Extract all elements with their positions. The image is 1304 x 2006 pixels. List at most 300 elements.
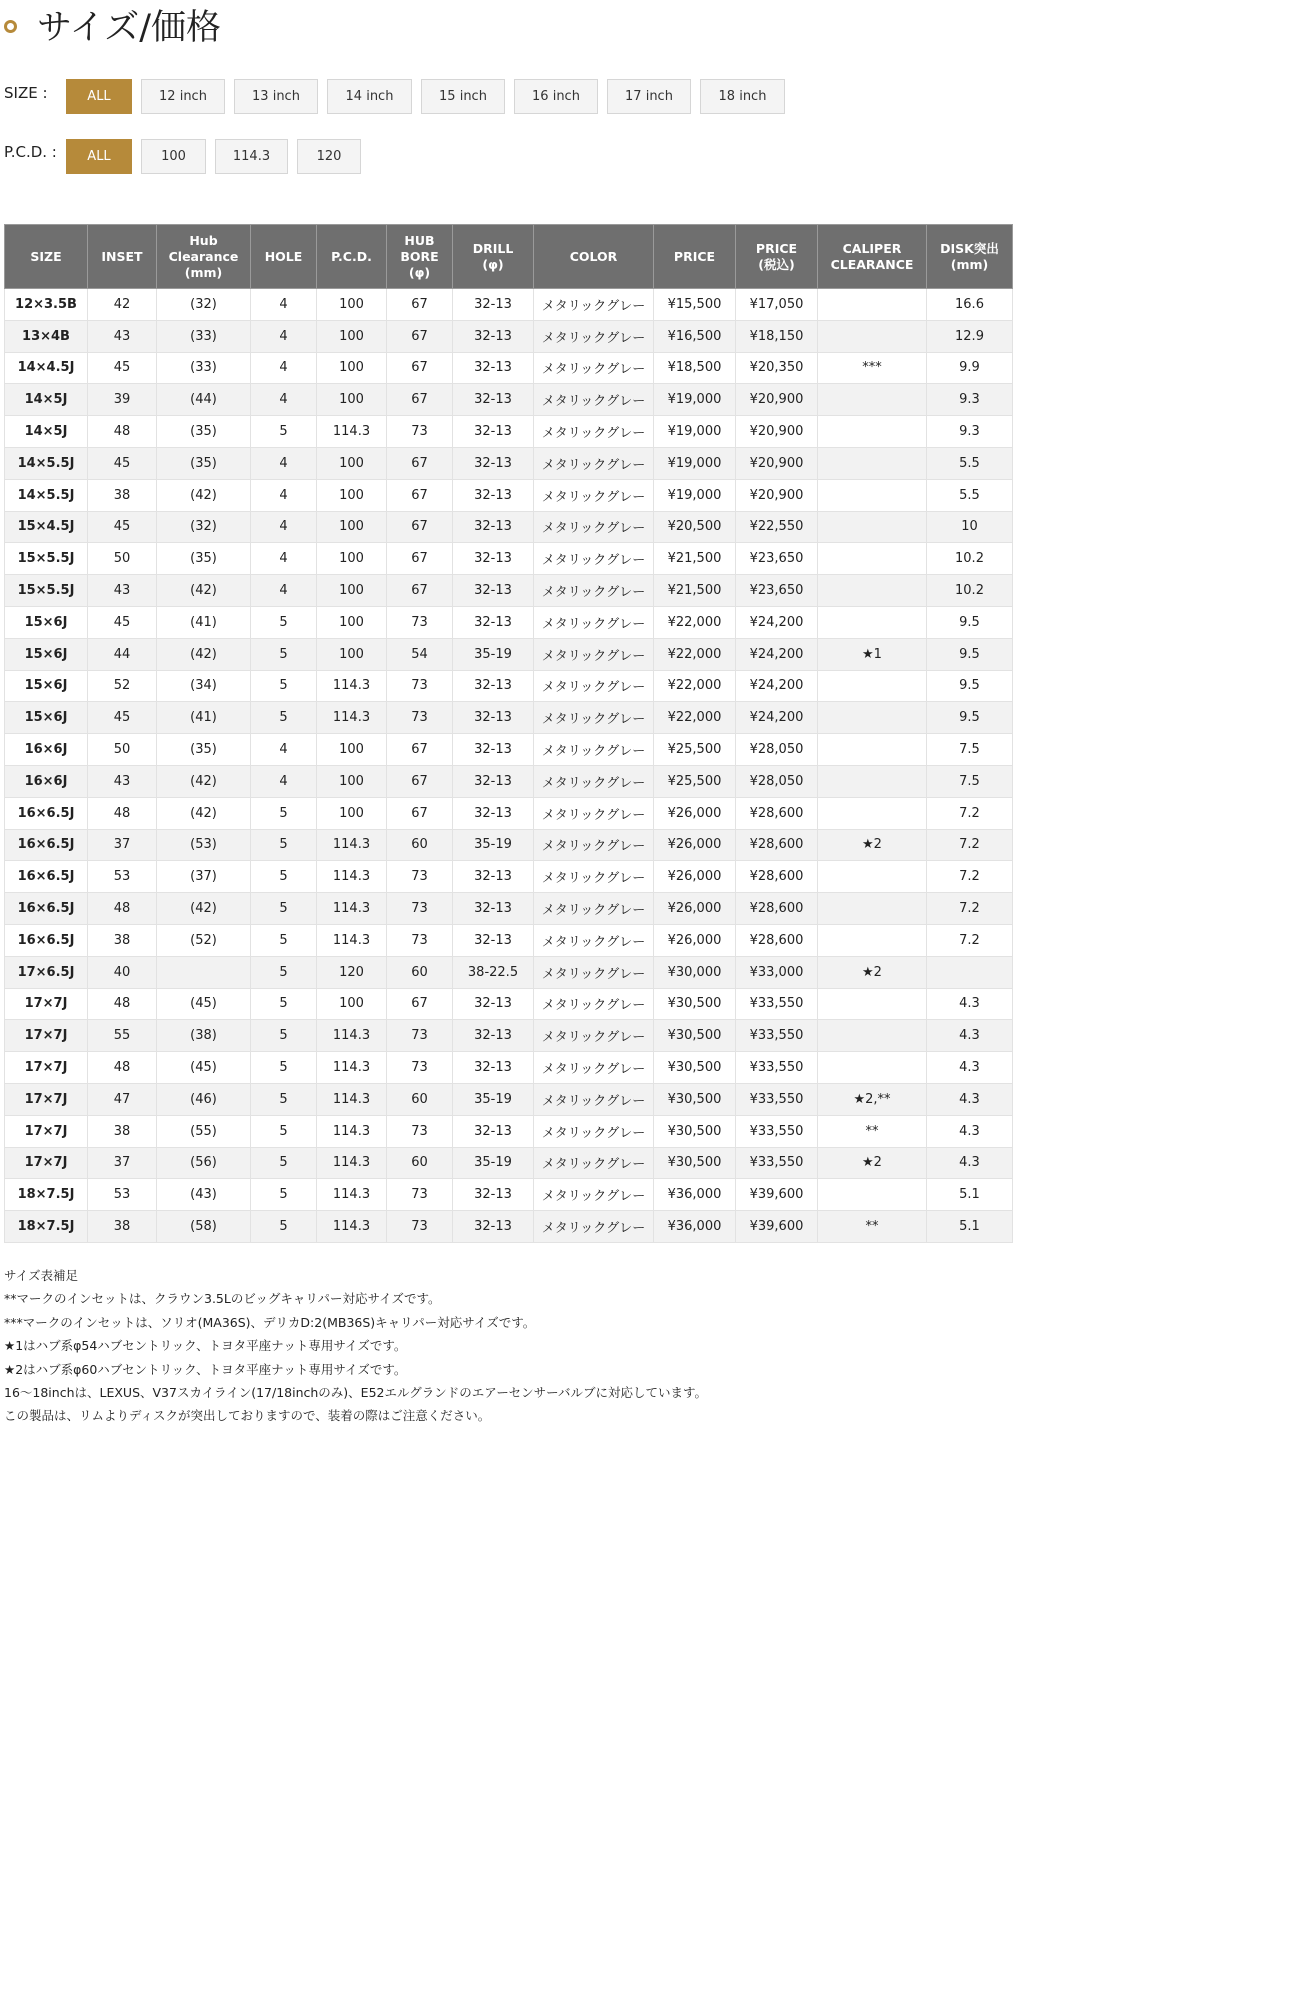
cell-drill: 32-13 xyxy=(453,1179,534,1211)
cell-pcd: 114.3 xyxy=(317,924,387,956)
table-row xyxy=(5,1083,1013,1115)
cell-price: ¥19,000 xyxy=(654,384,736,416)
cell-disk-protrusion: 10.2 xyxy=(927,543,1013,575)
cell-price: ¥16,500 xyxy=(654,320,736,352)
size-filter-12-inch-button[interactable]: 12 inch xyxy=(141,79,225,114)
cell-pcd: 114.3 xyxy=(317,1211,387,1243)
cell-caliper-clearance xyxy=(818,734,927,766)
cell-disk-protrusion: 7.2 xyxy=(927,924,1013,956)
cell-drill: 32-13 xyxy=(453,352,534,384)
cell-inset: 37 xyxy=(88,1147,157,1179)
cell-hub-bore: 67 xyxy=(387,352,453,384)
cell-color: メタリックグレー xyxy=(534,416,654,448)
table-row xyxy=(5,606,1013,638)
cell-hub-bore: 73 xyxy=(387,702,453,734)
cell-hub-clearance xyxy=(157,956,251,988)
cell-price-tax: ¥33,550 xyxy=(736,1083,818,1115)
cell-size: 13×4B xyxy=(5,320,88,352)
cell-size: 18×7.5J xyxy=(5,1211,88,1243)
size-filter-buttons xyxy=(66,79,785,114)
column-header-size xyxy=(5,225,88,289)
cell-disk-protrusion: 16.6 xyxy=(927,289,1013,321)
cell-hub-bore: 60 xyxy=(387,829,453,861)
size-filter-all-button[interactable]: ALL xyxy=(66,79,132,114)
cell-caliper-clearance xyxy=(818,479,927,511)
pcd-filter-buttons xyxy=(66,139,361,174)
cell-size: 17×7J xyxy=(5,1052,88,1084)
cell-caliper-clearance: ** xyxy=(818,1115,927,1147)
cell-price: ¥22,000 xyxy=(654,638,736,670)
cell-size: 15×6J xyxy=(5,670,88,702)
cell-pcd: 100 xyxy=(317,479,387,511)
cell-inset: 43 xyxy=(88,320,157,352)
cell-drill: 32-13 xyxy=(453,606,534,638)
cell-disk-protrusion: 10.2 xyxy=(927,575,1013,607)
cell-pcd: 100 xyxy=(317,511,387,543)
cell-drill: 32-13 xyxy=(453,1052,534,1084)
cell-inset: 48 xyxy=(88,1052,157,1084)
cell-hub-clearance: (45) xyxy=(157,1052,251,1084)
cell-hub-clearance: (44) xyxy=(157,384,251,416)
cell-hole: 5 xyxy=(251,702,317,734)
cell-drill: 35-19 xyxy=(453,1083,534,1115)
cell-hub-bore: 60 xyxy=(387,1083,453,1115)
cell-pcd: 114.3 xyxy=(317,861,387,893)
cell-inset: 45 xyxy=(88,352,157,384)
cell-price: ¥15,500 xyxy=(654,289,736,321)
cell-disk-protrusion: 4.3 xyxy=(927,1020,1013,1052)
cell-hole: 5 xyxy=(251,638,317,670)
cell-drill: 32-13 xyxy=(453,1115,534,1147)
cell-price: ¥26,000 xyxy=(654,861,736,893)
cell-drill: 32-13 xyxy=(453,320,534,352)
cell-price: ¥30,500 xyxy=(654,1115,736,1147)
cell-color: メタリックグレー xyxy=(534,606,654,638)
column-header-price xyxy=(654,225,736,289)
cell-color: メタリックグレー xyxy=(534,670,654,702)
table-row xyxy=(5,702,1013,734)
cell-hub-bore: 67 xyxy=(387,479,453,511)
cell-price-tax: ¥28,600 xyxy=(736,829,818,861)
cell-caliper-clearance xyxy=(818,765,927,797)
cell-price-tax: ¥33,000 xyxy=(736,956,818,988)
cell-disk-protrusion: 5.5 xyxy=(927,479,1013,511)
cell-price: ¥26,000 xyxy=(654,797,736,829)
cell-hole: 5 xyxy=(251,829,317,861)
cell-inset: 53 xyxy=(88,1179,157,1211)
cell-size: 15×6J xyxy=(5,638,88,670)
column-header-text: CLEARANCE xyxy=(830,256,914,272)
cell-price: ¥30,000 xyxy=(654,956,736,988)
cell-hub-clearance: (32) xyxy=(157,289,251,321)
cell-drill: 32-13 xyxy=(453,1020,534,1052)
cell-caliper-clearance xyxy=(818,924,927,956)
cell-size: 17×7J xyxy=(5,1147,88,1179)
cell-color: メタリックグレー xyxy=(534,734,654,766)
cell-hub-clearance: (43) xyxy=(157,1179,251,1211)
cell-inset: 55 xyxy=(88,1020,157,1052)
column-header-caliper-clearance xyxy=(818,225,927,289)
cell-hub-clearance: (55) xyxy=(157,1115,251,1147)
cell-price: ¥25,500 xyxy=(654,765,736,797)
size-price-table xyxy=(4,224,1013,1243)
cell-disk-protrusion: 5.1 xyxy=(927,1179,1013,1211)
note-line: この製品は、リムよりディスクが突出しておりますので、装着の際はご注意ください。 xyxy=(4,1408,491,1424)
cell-caliper-clearance xyxy=(818,289,927,321)
cell-pcd: 114.3 xyxy=(317,702,387,734)
table-row xyxy=(5,988,1013,1020)
cell-caliper-clearance: ★1 xyxy=(818,638,927,670)
cell-color: メタリックグレー xyxy=(534,1115,654,1147)
cell-hub-bore: 73 xyxy=(387,924,453,956)
cell-disk-protrusion: 9.5 xyxy=(927,670,1013,702)
cell-size: 16×6J xyxy=(5,734,88,766)
cell-disk-protrusion: 4.3 xyxy=(927,1052,1013,1084)
table-row xyxy=(5,479,1013,511)
column-header-inset xyxy=(88,225,157,289)
cell-hub-bore: 67 xyxy=(387,797,453,829)
cell-disk-protrusion: 4.3 xyxy=(927,1083,1013,1115)
cell-drill: 32-13 xyxy=(453,797,534,829)
cell-hub-bore: 67 xyxy=(387,320,453,352)
cell-hole: 4 xyxy=(251,479,317,511)
cell-pcd: 114.3 xyxy=(317,1147,387,1179)
cell-hub-clearance: (41) xyxy=(157,606,251,638)
column-header-hole xyxy=(251,225,317,289)
cell-drill: 32-13 xyxy=(453,861,534,893)
cell-size: 16×6J xyxy=(5,765,88,797)
table-row xyxy=(5,447,1013,479)
cell-hub-bore: 73 xyxy=(387,416,453,448)
cell-inset: 37 xyxy=(88,829,157,861)
size-filter-label: SIZE : xyxy=(4,84,48,102)
cell-drill: 32-13 xyxy=(453,765,534,797)
cell-caliper-clearance xyxy=(818,797,927,829)
cell-size: 16×6.5J xyxy=(5,829,88,861)
size-filter-15-inch-button[interactable]: 15 inch xyxy=(421,79,505,114)
cell-disk-protrusion: 5.5 xyxy=(927,447,1013,479)
column-header-text: (φ) xyxy=(482,256,504,272)
cell-inset: 42 xyxy=(88,289,157,321)
cell-inset: 48 xyxy=(88,988,157,1020)
cell-color: メタリックグレー xyxy=(534,638,654,670)
cell-inset: 47 xyxy=(88,1083,157,1115)
table-row xyxy=(5,924,1013,956)
size-filter-17-inch-button[interactable]: 17 inch xyxy=(607,79,691,114)
cell-pcd: 114.3 xyxy=(317,416,387,448)
cell-caliper-clearance xyxy=(818,702,927,734)
cell-price: ¥21,500 xyxy=(654,575,736,607)
cell-hub-clearance: (35) xyxy=(157,734,251,766)
cell-inset: 45 xyxy=(88,606,157,638)
pcd-filter-100-button[interactable]: 100 xyxy=(141,139,206,174)
pcd-filter-114-3-button[interactable]: 114.3 xyxy=(215,139,288,174)
cell-inset: 38 xyxy=(88,479,157,511)
cell-pcd: 100 xyxy=(317,988,387,1020)
cell-hub-clearance: (34) xyxy=(157,670,251,702)
cell-inset: 45 xyxy=(88,447,157,479)
cell-pcd: 114.3 xyxy=(317,1052,387,1084)
table-row xyxy=(5,1020,1013,1052)
circle-bullet-icon xyxy=(4,20,17,33)
cell-disk-protrusion: 12.9 xyxy=(927,320,1013,352)
cell-drill: 38-22.5 xyxy=(453,956,534,988)
table-row xyxy=(5,1147,1013,1179)
cell-hole: 4 xyxy=(251,320,317,352)
cell-drill: 32-13 xyxy=(453,575,534,607)
pcd-filter-120-button[interactable]: 120 xyxy=(297,139,361,174)
cell-hub-bore: 73 xyxy=(387,670,453,702)
note-line: ★1はハブ系φ54ハブセントリック、トヨタ平座ナット専用サイズです。 xyxy=(4,1338,407,1354)
cell-price: ¥30,500 xyxy=(654,1083,736,1115)
cell-price-tax: ¥28,600 xyxy=(736,861,818,893)
cell-color: メタリックグレー xyxy=(534,289,654,321)
size-filter-14-inch-button[interactable]: 14 inch xyxy=(327,79,412,114)
cell-hole: 5 xyxy=(251,861,317,893)
cell-price: ¥22,000 xyxy=(654,670,736,702)
cell-disk-protrusion: 7.5 xyxy=(927,765,1013,797)
cell-hub-bore: 67 xyxy=(387,734,453,766)
column-header-text: COLOR xyxy=(569,248,618,264)
cell-inset: 45 xyxy=(88,702,157,734)
column-header-text: (mm) xyxy=(184,264,223,280)
cell-hub-clearance: (42) xyxy=(157,575,251,607)
cell-pcd: 100 xyxy=(317,606,387,638)
cell-color: メタリックグレー xyxy=(534,1211,654,1243)
cell-disk-protrusion: 4.3 xyxy=(927,1147,1013,1179)
cell-hole: 4 xyxy=(251,289,317,321)
cell-hub-bore: 73 xyxy=(387,1179,453,1211)
table-row xyxy=(5,416,1013,448)
column-header-text: HOLE xyxy=(264,248,303,264)
cell-hub-clearance: (42) xyxy=(157,479,251,511)
table-row xyxy=(5,829,1013,861)
cell-disk-protrusion xyxy=(927,956,1013,988)
cell-inset: 43 xyxy=(88,765,157,797)
cell-inset: 50 xyxy=(88,734,157,766)
cell-price: ¥30,500 xyxy=(654,988,736,1020)
cell-color: メタリックグレー xyxy=(534,702,654,734)
column-header-text: Clearance xyxy=(168,248,239,264)
cell-color: メタリックグレー xyxy=(534,765,654,797)
cell-size: 18×7.5J xyxy=(5,1179,88,1211)
cell-hub-clearance: (33) xyxy=(157,320,251,352)
cell-color: メタリックグレー xyxy=(534,1020,654,1052)
cell-price-tax: ¥20,900 xyxy=(736,479,818,511)
cell-disk-protrusion: 9.5 xyxy=(927,606,1013,638)
column-header-text: HUB xyxy=(404,232,435,248)
cell-pcd: 114.3 xyxy=(317,1020,387,1052)
cell-size: 17×6.5J xyxy=(5,956,88,988)
cell-hole: 4 xyxy=(251,447,317,479)
cell-inset: 39 xyxy=(88,384,157,416)
column-header-drill xyxy=(453,225,534,289)
cell-hub-clearance: (37) xyxy=(157,861,251,893)
pcd-filter-label: P.C.D. : xyxy=(4,143,57,161)
cell-drill: 32-13 xyxy=(453,384,534,416)
cell-price-tax: ¥20,900 xyxy=(736,416,818,448)
cell-price-tax: ¥24,200 xyxy=(736,638,818,670)
cell-hub-bore: 67 xyxy=(387,543,453,575)
cell-disk-protrusion: 9.5 xyxy=(927,638,1013,670)
cell-caliper-clearance xyxy=(818,861,927,893)
cell-pcd: 100 xyxy=(317,320,387,352)
cell-inset: 43 xyxy=(88,575,157,607)
column-header-pcd xyxy=(317,225,387,289)
notes-heading: サイズ表補足 xyxy=(4,1268,79,1283)
cell-price-tax: ¥39,600 xyxy=(736,1211,818,1243)
table-row xyxy=(5,1052,1013,1084)
cell-price: ¥19,000 xyxy=(654,416,736,448)
table-body xyxy=(5,289,1013,1243)
cell-disk-protrusion: 7.2 xyxy=(927,893,1013,925)
cell-drill: 32-13 xyxy=(453,734,534,766)
cell-hole: 5 xyxy=(251,1115,317,1147)
note-line: ***マークのインセットは、ソリオ(MA36S)、デリカD:2(MB36S)キャリパー対応サイズです。 xyxy=(4,1314,536,1330)
cell-drill: 35-19 xyxy=(453,638,534,670)
cell-drill: 32-13 xyxy=(453,289,534,321)
cell-price-tax: ¥20,900 xyxy=(736,447,818,479)
table-row xyxy=(5,289,1013,321)
cell-caliper-clearance xyxy=(818,893,927,925)
cell-color: メタリックグレー xyxy=(534,956,654,988)
cell-price-tax: ¥28,050 xyxy=(736,765,818,797)
cell-hub-bore: 73 xyxy=(387,1211,453,1243)
cell-caliper-clearance xyxy=(818,320,927,352)
cell-color: メタリックグレー xyxy=(534,320,654,352)
cell-price-tax: ¥17,050 xyxy=(736,289,818,321)
cell-price: ¥26,000 xyxy=(654,924,736,956)
cell-inset: 45 xyxy=(88,511,157,543)
cell-hole: 5 xyxy=(251,924,317,956)
cell-size: 15×5.5J xyxy=(5,543,88,575)
cell-inset: 52 xyxy=(88,670,157,702)
table-row xyxy=(5,352,1013,384)
note-line: **マークのインセットは、クラウン3.5Lのビッグキャリパー対応サイズです。 xyxy=(4,1291,441,1307)
cell-color: メタリックグレー xyxy=(534,988,654,1020)
cell-pcd: 100 xyxy=(317,352,387,384)
cell-color: メタリックグレー xyxy=(534,861,654,893)
cell-hub-bore: 73 xyxy=(387,1020,453,1052)
table-row xyxy=(5,956,1013,988)
cell-hub-clearance: (42) xyxy=(157,893,251,925)
note-line: 16〜18inchは、LEXUS、V37スカイライン(17/18inchのみ)、E52エルグランドのエアーセンサーバルブに対応しています。 xyxy=(4,1384,707,1400)
cell-price: ¥30,500 xyxy=(654,1147,736,1179)
table-row xyxy=(5,893,1013,925)
cell-price-tax: ¥20,350 xyxy=(736,352,818,384)
cell-size: 17×7J xyxy=(5,1083,88,1115)
cell-hole: 5 xyxy=(251,1211,317,1243)
cell-caliper-clearance xyxy=(818,416,927,448)
cell-hub-bore: 60 xyxy=(387,956,453,988)
size-filter-16-inch-button[interactable]: 16 inch xyxy=(514,79,598,114)
cell-disk-protrusion: 7.5 xyxy=(927,734,1013,766)
cell-drill: 32-13 xyxy=(453,511,534,543)
cell-pcd: 100 xyxy=(317,638,387,670)
cell-hub-bore: 67 xyxy=(387,765,453,797)
cell-inset: 50 xyxy=(88,543,157,575)
cell-inset: 48 xyxy=(88,893,157,925)
cell-pcd: 100 xyxy=(317,543,387,575)
cell-drill: 32-13 xyxy=(453,416,534,448)
cell-size: 14×5.5J xyxy=(5,447,88,479)
cell-color: メタリックグレー xyxy=(534,479,654,511)
cell-hole: 5 xyxy=(251,1179,317,1211)
cell-hub-bore: 67 xyxy=(387,575,453,607)
column-header-text: CALIPER xyxy=(842,240,902,256)
cell-inset: 38 xyxy=(88,1115,157,1147)
cell-pcd: 120 xyxy=(317,956,387,988)
cell-price-tax: ¥24,200 xyxy=(736,606,818,638)
cell-hub-clearance: (38) xyxy=(157,1020,251,1052)
cell-caliper-clearance xyxy=(818,1020,927,1052)
cell-caliper-clearance xyxy=(818,511,927,543)
cell-size: 15×5.5J xyxy=(5,575,88,607)
column-header-text: Hub xyxy=(189,232,218,248)
cell-hub-bore: 73 xyxy=(387,861,453,893)
cell-hub-bore: 73 xyxy=(387,606,453,638)
cell-hub-bore: 73 xyxy=(387,893,453,925)
cell-size: 15×6J xyxy=(5,606,88,638)
cell-disk-protrusion: 9.9 xyxy=(927,352,1013,384)
cell-caliper-clearance: ★2 xyxy=(818,956,927,988)
size-filter-13-inch-button[interactable]: 13 inch xyxy=(234,79,318,114)
cell-price: ¥26,000 xyxy=(654,893,736,925)
cell-price-tax: ¥23,650 xyxy=(736,543,818,575)
column-header-hub-bore xyxy=(387,225,453,289)
cell-color: メタリックグレー xyxy=(534,511,654,543)
cell-caliper-clearance xyxy=(818,447,927,479)
cell-hole: 4 xyxy=(251,352,317,384)
cell-hub-clearance: (46) xyxy=(157,1083,251,1115)
cell-hole: 5 xyxy=(251,893,317,925)
cell-size: 17×7J xyxy=(5,1020,88,1052)
cell-drill: 32-13 xyxy=(453,1211,534,1243)
cell-caliper-clearance xyxy=(818,988,927,1020)
column-header-text: BORE xyxy=(400,248,439,264)
cell-hole: 5 xyxy=(251,416,317,448)
table-row xyxy=(5,511,1013,543)
cell-price: ¥19,000 xyxy=(654,447,736,479)
cell-size: 17×7J xyxy=(5,1115,88,1147)
cell-color: メタリックグレー xyxy=(534,1052,654,1084)
cell-price-tax: ¥28,050 xyxy=(736,734,818,766)
cell-price: ¥19,000 xyxy=(654,479,736,511)
cell-size: 16×6.5J xyxy=(5,924,88,956)
cell-price-tax: ¥18,150 xyxy=(736,320,818,352)
cell-hole: 4 xyxy=(251,511,317,543)
table-row xyxy=(5,1179,1013,1211)
cell-color: メタリックグレー xyxy=(534,893,654,925)
column-header-text: PRICE xyxy=(673,248,716,264)
cell-color: メタリックグレー xyxy=(534,1147,654,1179)
cell-hole: 5 xyxy=(251,956,317,988)
size-filter-18-inch-button[interactable]: 18 inch xyxy=(700,79,785,114)
cell-size: 15×6J xyxy=(5,702,88,734)
cell-size: 14×5J xyxy=(5,416,88,448)
cell-pcd: 100 xyxy=(317,797,387,829)
table-row xyxy=(5,1115,1013,1147)
cell-pcd: 114.3 xyxy=(317,829,387,861)
cell-drill: 32-13 xyxy=(453,670,534,702)
size-table-notes xyxy=(4,1264,707,1428)
pcd-filter-all-button[interactable]: ALL xyxy=(66,139,132,174)
cell-caliper-clearance xyxy=(818,606,927,638)
cell-size: 14×4.5J xyxy=(5,352,88,384)
column-header-text: INSET xyxy=(101,248,143,264)
cell-price: ¥36,000 xyxy=(654,1179,736,1211)
cell-price-tax: ¥24,200 xyxy=(736,670,818,702)
